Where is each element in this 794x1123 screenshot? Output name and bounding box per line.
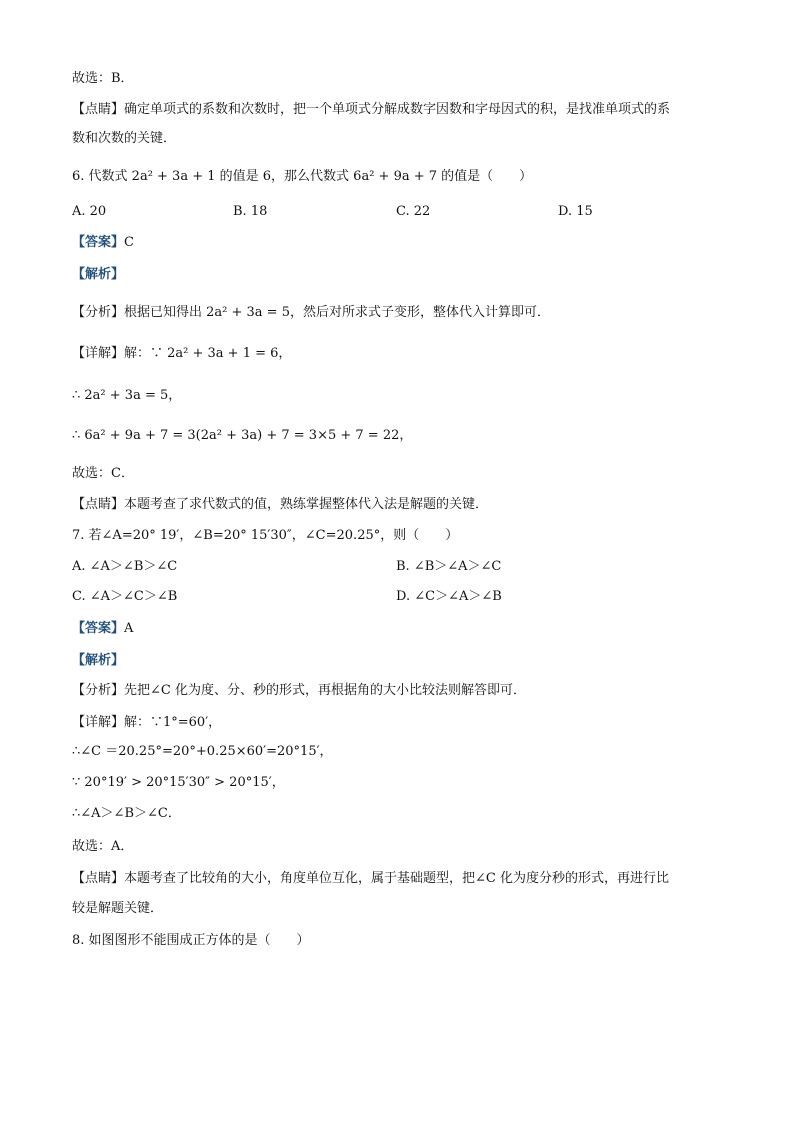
q7-conclusion: 故选：A．: [72, 839, 134, 854]
q6-analysis-heading: [72, 266, 124, 284]
q7-option-a: A. ∠A＞∠B＞∠C: [72, 559, 178, 574]
q7-analysis: 【分析】先把∠C 化为度、分、秒的形式，再根据角的大小比较法则解答即可．: [72, 683, 526, 698]
q6-option-a: A. 20: [72, 204, 107, 219]
q7-answer: [72, 620, 133, 638]
q6-option-d: D. 15: [558, 204, 593, 219]
q6-option-b: B. 18: [233, 204, 268, 219]
q7-detail-line1: 【详解】解：∵1°=60′，: [72, 715, 222, 730]
question-8: 8. 如图图形不能围成正方体的是（ ）: [72, 933, 310, 948]
q6-answer: [72, 234, 134, 252]
q7-note-line1: 【点睛】本题考查了比较角的大小，角度单位互化，属于基础题型，把∠C 化为度分秒的形式，再进行比: [72, 871, 669, 886]
q6-option-c: C. 22: [396, 204, 431, 219]
note-q5-line2: 数和次数的关键．: [72, 131, 177, 146]
answer-value: A: [124, 621, 134, 636]
q7-detail-line4: ∴∠A＞∠B＞∠C．: [72, 806, 181, 821]
q6-detail-line1: 【详解】解：∵ 2a² + 3a + 1 = 6，: [72, 346, 292, 361]
question-7: 7. 若∠A=20° 19′，∠B=20° 15′30″，∠C=20.25°，则（ ）: [72, 528, 459, 543]
q7-option-c: C. ∠A＞∠C＞∠B: [72, 589, 178, 604]
note-q5-line1: 【点睛】确定单项式的系数和次数时，把一个单项式分解成数字因数和字母因式的积，是找准单项式的系: [72, 102, 671, 117]
q7-note-line2: 较是解题关键．: [72, 901, 164, 916]
q7-analysis-heading: [72, 652, 124, 670]
q6-conclusion: 故选：C．: [72, 466, 134, 481]
q7-detail-line3: ∵ 20°19′ > 20°15′30″ > 20°15′，: [72, 775, 285, 790]
answer-value: C: [124, 235, 134, 250]
q6-detail-line2: ∴ 2a² + 3a = 5，: [72, 388, 182, 403]
analysis-tag: 【解析】: [72, 267, 125, 282]
q7-detail-line2: ∴∠C ＝20.25°=20°+0.25×60′=20°15′，: [72, 744, 333, 759]
conclusion-q5: 故选：B．: [72, 71, 134, 86]
q6-analysis: 【分析】根据已知得出 2a² + 3a = 5，然后对所求式子变形，整体代入计算即可．: [72, 305, 550, 320]
question-6: 6. 代数式 2a² + 3a + 1 的值是 6，那么代数式 6a² + 9a + 7 的值是（ ）: [72, 169, 533, 184]
answer-tag: 【答案】: [72, 235, 125, 250]
q7-option-b: B. ∠B＞∠A＞∠C: [396, 559, 502, 574]
answer-tag: 【答案】: [72, 621, 125, 636]
q7-option-d: D. ∠C＞∠A＞∠B: [396, 589, 502, 604]
q6-detail-line3: ∴ 6a² + 9a + 7 = 3(2a² + 3a) + 7 = 3×5 + 7 = 22，: [72, 428, 413, 443]
analysis-tag: 【解析】: [72, 653, 125, 668]
q6-note: 【点睛】本题考查了求代数式的值，熟练掌握整体代入法是解题的关键．: [72, 497, 489, 512]
